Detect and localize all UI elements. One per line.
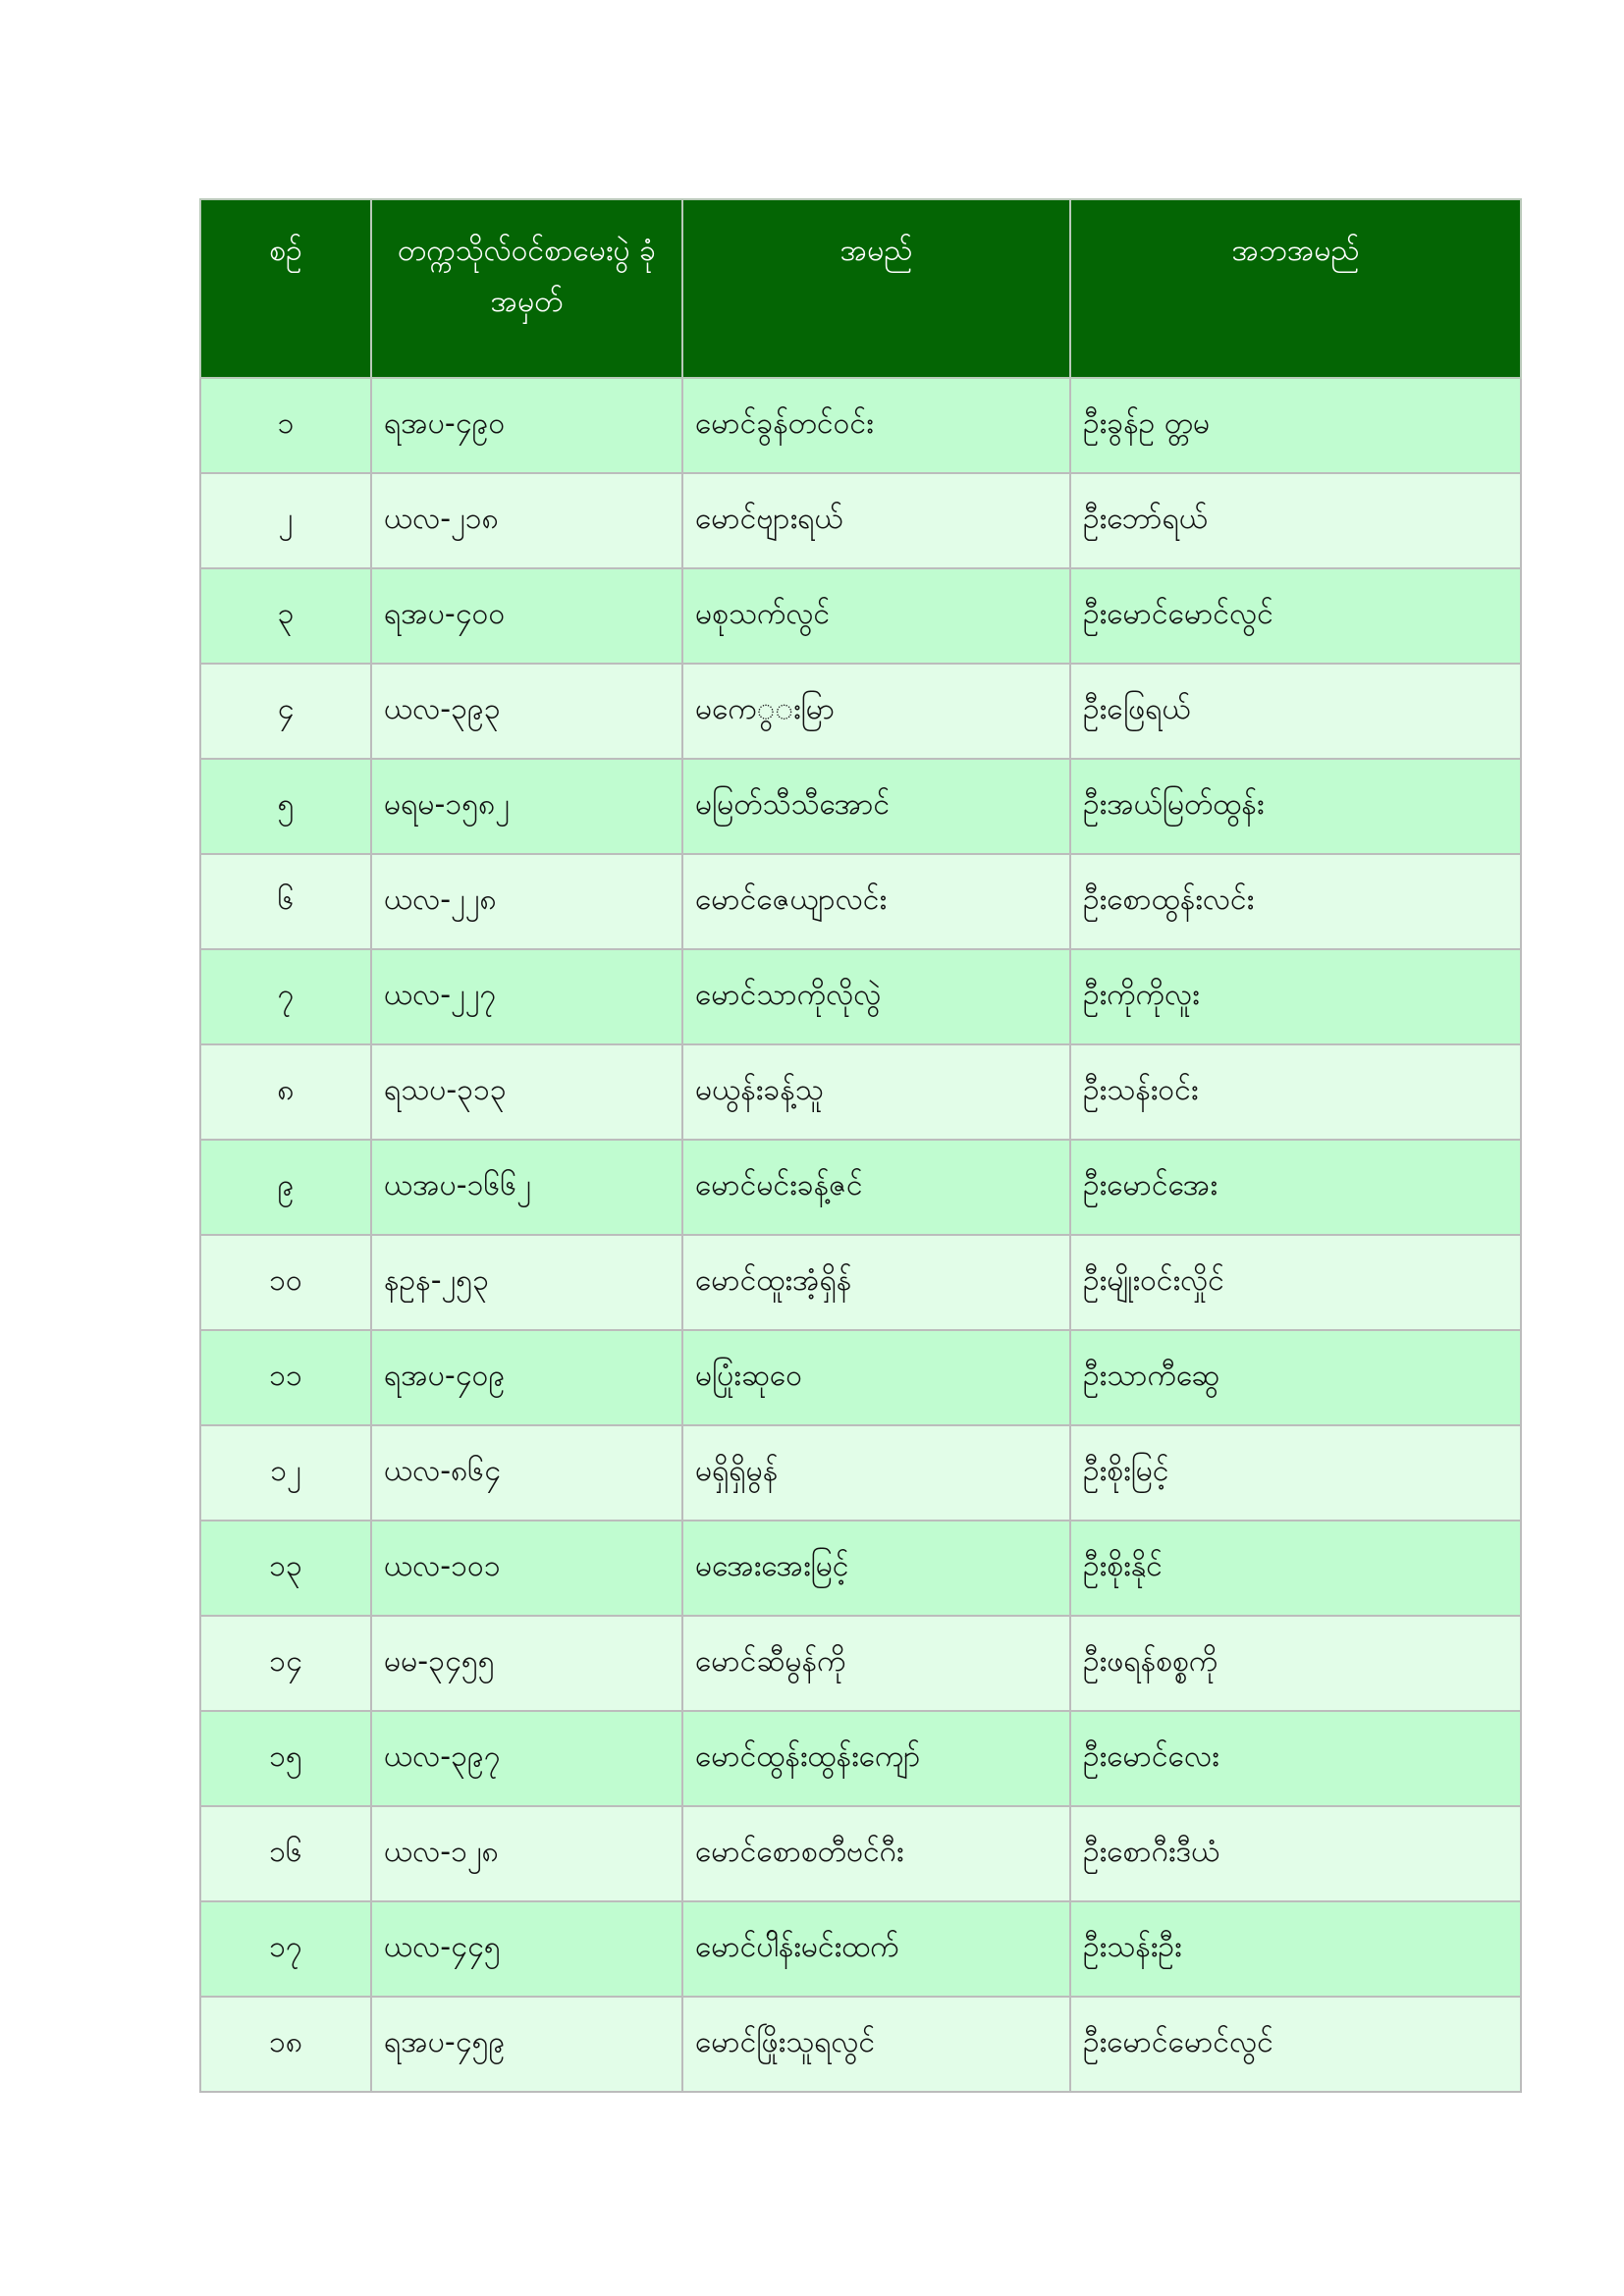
cell-father-name: ဦးမောင်လေး [1070,1711,1521,1806]
cell-no: ၁၃ [200,1521,371,1616]
cell-father-name: ဦးဘော်ရယ် [1070,473,1521,568]
cell-father-name: ဦးမောင်အေး [1070,1140,1521,1235]
table-row [200,568,1521,664]
cell-roll-number: မမ-၃၄၅၅ [371,1616,682,1711]
cell-name: မောင်စောစတီဗင်ဂီး [682,1806,1070,1901]
table-row [200,1616,1521,1711]
cell-name: မောင်ထူးအံ့ရှိန် [682,1235,1070,1330]
cell-father-name: ဦးစိုးနိုင် [1070,1521,1521,1616]
cell-father-name: ဦးသန်းဝင်း [1070,1044,1521,1140]
cell-father-name: ဦးမောင်မောင်လွင် [1070,1997,1521,2092]
cell-father-name: ဦးဖရန်စစ္စကို [1070,1616,1521,1711]
cell-name: မောင်ထွန်းထွန်းကျော် [682,1711,1070,1806]
cell-roll-number: ရသပ-၃၁၃ [371,1044,682,1140]
table-row [200,1330,1521,1425]
cell-father-name: ဦးကိုကိုလူး [1070,949,1521,1044]
cell-roll-number: ယလ-၁၂၈ [371,1806,682,1901]
cell-roll-number: ယလ-၃၉၇ [371,1711,682,1806]
cell-name: မောင်ဇေယျာလင်း [682,854,1070,949]
cell-no: ၁၈ [200,1997,371,2092]
header-father-name: အဘအမည် [1070,199,1521,378]
header-roll-number: တက္ကသိုလ်ဝင်စာမေးပွဲ ခုံအမှတ် [371,199,682,378]
header-row [200,199,1521,378]
cell-no: ၃ [200,568,371,664]
cell-name: မပြုံးဆုဝေ [682,1330,1070,1425]
cell-roll-number: ယလ-၂၂၈ [371,854,682,949]
table-row [200,473,1521,568]
cell-name: မမြတ်သီသီအောင် [682,759,1070,854]
cell-father-name: ဦးသန်းဦး [1070,1901,1521,1997]
cell-no: ၁ [200,378,371,473]
cell-name: မအေးအေးမြင့် [682,1521,1070,1616]
cell-name: မောင်ပါိန်းမင်းထက် [682,1901,1070,1997]
cell-no: ၁၆ [200,1806,371,1901]
cell-father-name: ဦးသာကီဆွေ [1070,1330,1521,1425]
cell-roll-number: ယလ-၄၄၅ [371,1901,682,1997]
cell-no: ၇ [200,949,371,1044]
cell-father-name: ဦးဖြေရယ် [1070,664,1521,759]
cell-roll-number: ယလ-၃၉၃ [371,664,682,759]
table-row [200,1711,1521,1806]
cell-no: ၁၅ [200,1711,371,1806]
table-row [200,759,1521,854]
cell-name: မောင်ဆီမွန်ကို [682,1616,1070,1711]
table-row [200,854,1521,949]
table-row [200,1425,1521,1521]
cell-name: မောင်ဗျားရယ် [682,473,1070,568]
cell-roll-number: ရအပ-၄၀၀ [371,568,682,664]
cell-roll-number: ယလ-၂၁၈ [371,473,682,568]
cell-father-name: ဦးအယ်မြတ်ထွန်း [1070,759,1521,854]
cell-roll-number: ယလ-၂၂၇ [371,949,682,1044]
cell-father-name: ဦးမျိုးဝင်းလှိုင် [1070,1235,1521,1330]
cell-roll-number: ယလ-၈၆၄ [371,1425,682,1521]
cell-roll-number: နဥန-၂၅၃ [371,1235,682,1330]
cell-no: ၅ [200,759,371,854]
cell-father-name: ဦးမောင်မောင်လွင် [1070,568,1521,664]
cell-roll-number: မရမ-၁၅၈၂ [371,759,682,854]
cell-roll-number: ရအပ-၄၅၉ [371,1997,682,2092]
cell-name: မစုသက်လွင် [682,568,1070,664]
cell-name: မောင်သာကိုလိုလွဲ [682,949,1070,1044]
cell-no: ၆ [200,854,371,949]
table-body [200,378,1521,2092]
cell-roll-number: ရအပ-၄၉၀ [371,378,682,473]
table-row [200,664,1521,759]
cell-no: ၈ [200,1044,371,1140]
cell-father-name: ဦးစောထွန်းလင်း [1070,854,1521,949]
table-row [200,1997,1521,2092]
table-row [200,1901,1521,1997]
cell-roll-number: ယလ-၁၀၁ [371,1521,682,1616]
cell-no: ၁၀ [200,1235,371,1330]
cell-no: ၁၇ [200,1901,371,1997]
cell-roll-number: ရအပ-၄၀၉ [371,1330,682,1425]
results-table [199,198,1522,2093]
table-row [200,378,1521,473]
cell-father-name: ဦးစိုးမြင့် [1070,1425,1521,1521]
table-row [200,1140,1521,1235]
table-row [200,1521,1521,1616]
cell-father-name: ဦးစောဂီးဒီယံ [1070,1806,1521,1901]
table-row [200,1044,1521,1140]
cell-no: ၉ [200,1140,371,1235]
cell-name: မောင်မင်းခန့်ဇင် [682,1140,1070,1235]
table-row [200,1806,1521,1901]
cell-name: မရှိရှိမွန် [682,1425,1070,1521]
header-no: စဉ် [200,199,371,378]
cell-roll-number: ယအပ-၁၆၆၂ [371,1140,682,1235]
cell-no: ၄ [200,664,371,759]
cell-no: ၁၁ [200,1330,371,1425]
cell-father-name: ဦးခွန်ဥ တ္တမ [1070,378,1521,473]
cell-name: မကေ◌ွ◌းမြာ [682,664,1070,759]
cell-name: မောင်ဖြိုးသူရလွင် [682,1997,1070,2092]
header-name: အမည် [682,199,1070,378]
cell-no: ၁၄ [200,1616,371,1711]
cell-name: မောင်ခွန်တင်ဝင်း [682,378,1070,473]
cell-no: ၁၂ [200,1425,371,1521]
cell-name: မယွန်းခန့်သူ [682,1044,1070,1140]
cell-no: ၂ [200,473,371,568]
table-row [200,1235,1521,1330]
table-row [200,949,1521,1044]
